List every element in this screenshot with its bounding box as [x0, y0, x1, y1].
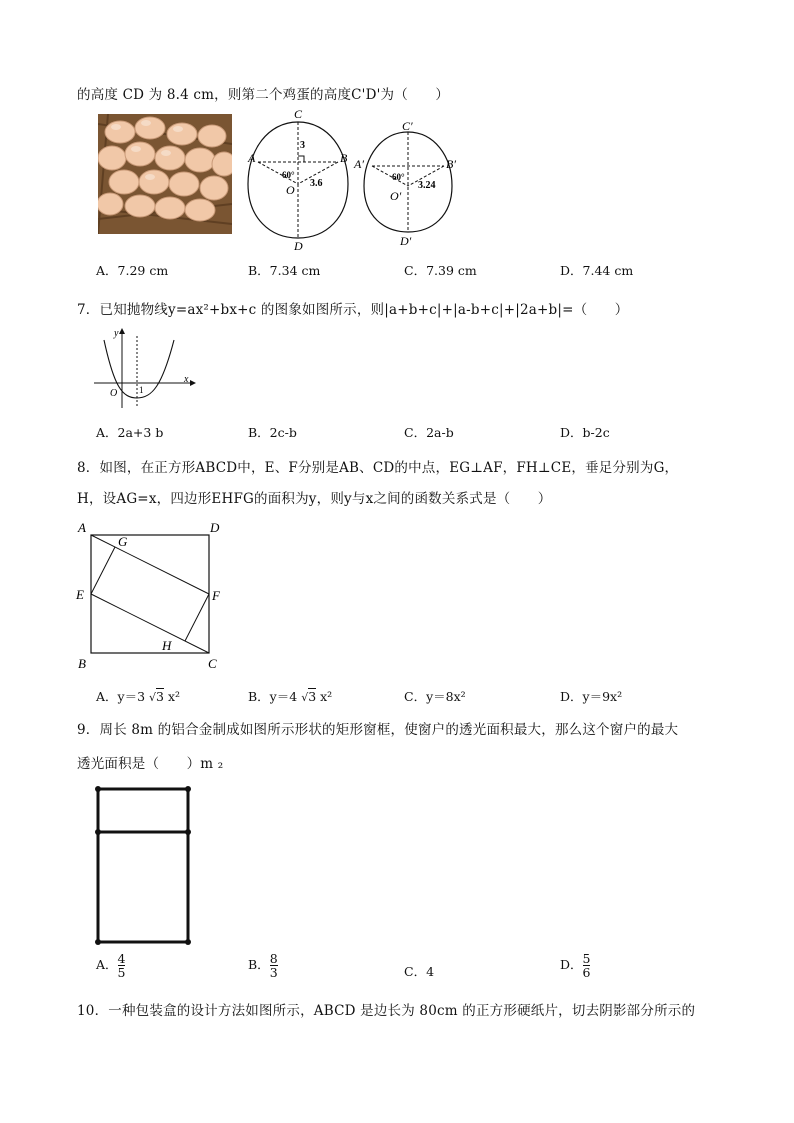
sqrt-sign: √ — [301, 691, 309, 704]
frame-joint — [185, 786, 191, 792]
fraction — [583, 952, 591, 979]
fraction — [270, 952, 278, 979]
q7-stem: 7．已知抛物线y=ax²+bx+c 的图象如图所示，则|a+b+c|+|a-b+c|+|2a+b|=（ ） — [77, 302, 629, 318]
numerator: 5 — [582, 951, 591, 966]
label-c-prime: C′ — [402, 119, 413, 133]
q8-option-c[interactable]: C．y＝8x² — [404, 689, 466, 704]
option-a-label: A． — [96, 957, 118, 973]
denominator: 3 — [269, 965, 278, 981]
square-abcd — [91, 535, 209, 653]
denominator: 6 — [582, 965, 591, 981]
label-radius: 3.6 — [310, 178, 323, 189]
label-c: C — [208, 656, 217, 671]
label-origin: O — [110, 388, 118, 399]
square-diagram — [74, 518, 230, 672]
sqrt-sign: √ — [149, 691, 157, 704]
frame-joint — [95, 939, 101, 945]
line-eg — [91, 547, 115, 594]
label-height: 3 — [300, 140, 305, 151]
y-axis-arrow — [119, 328, 125, 334]
label-o: O — [286, 183, 295, 197]
eggs-photo — [98, 114, 232, 234]
option-a-text: A．y＝3 — [96, 689, 150, 704]
window-frame-diagram — [90, 782, 200, 948]
q8-option-d[interactable]: D．y＝9x² — [560, 689, 623, 704]
q7-option-c[interactable]: C．2a-b — [404, 425, 454, 440]
q9-option-d[interactable] — [560, 952, 590, 979]
option-b-post: x² — [316, 689, 333, 704]
line-af — [91, 535, 209, 594]
option-b-text: B．y＝4 — [248, 689, 302, 704]
q9-option-c[interactable]: C．4 — [404, 964, 435, 979]
q7-option-b[interactable]: B．2c-b — [248, 425, 297, 440]
q8-stem-line2: H，设AG=x，四边形EHFG的面积为y，则y与x之间的函数关系式是（ ） — [77, 491, 552, 507]
label-d: D — [294, 239, 303, 252]
option-a-radicand: 3 — [156, 689, 164, 704]
q6-option-a[interactable]: A．7.29 cm — [96, 263, 169, 278]
numerator: 4 — [117, 951, 126, 966]
label-h: H — [162, 638, 172, 653]
label-f: F — [212, 588, 220, 603]
label-angle: 60° — [282, 170, 295, 180]
egg-diagram-1 — [240, 106, 360, 252]
q6-option-b[interactable]: B．7.34 cm — [248, 263, 321, 278]
label-y: y — [114, 328, 119, 339]
q7-option-a[interactable]: A．2a+3 b — [96, 425, 164, 440]
label-c: C — [294, 107, 303, 121]
label-g: G — [118, 534, 128, 549]
q7-option-d[interactable]: D．b-2c — [560, 425, 610, 440]
q9-stem-line2: 透光面积是（ ）m ₂ — [77, 756, 224, 772]
q6-option-d[interactable]: D．7.44 cm — [560, 263, 634, 278]
denominator: 5 — [117, 965, 126, 981]
label-b-prime: B′ — [446, 157, 456, 171]
line-ec — [91, 594, 209, 653]
frame-joint — [185, 939, 191, 945]
parabola-graph — [92, 326, 196, 410]
label-d-prime: D′ — [400, 234, 412, 248]
label-a: A — [248, 151, 256, 165]
q6-option-c[interactable]: C．7.39 cm — [404, 263, 477, 278]
option-d-label: D． — [560, 957, 583, 973]
q6-intro: 的高度 CD 为 8.4 cm，则第二个鸡蛋的高度C'D'为（ ） — [77, 87, 450, 103]
q9-stem-line1: 9．周长 8m 的铝合金制成如图所示形状的矩形窗框，使窗户的透光面积最大，那么这个窗户的最大 — [77, 722, 679, 738]
q8-option-b[interactable] — [248, 687, 332, 705]
line-fh — [185, 594, 209, 641]
label-radius: 3.24 — [418, 180, 436, 191]
q10-stem: 10．一种包装盒的设计方法如图所示，ABCD 是边长为 80cm 的正方形硬纸片，切去阴影部分所示的 — [77, 1003, 696, 1019]
q9-option-a[interactable] — [96, 952, 125, 979]
eggs-basket-image — [98, 114, 232, 234]
frame-joint — [95, 829, 101, 835]
frame-joint — [95, 786, 101, 792]
numerator: 8 — [269, 951, 278, 966]
egg-diagram-2 — [352, 118, 464, 250]
q8-stem-line1: 8．如图，在正方形ABCD中，E、F分别是AB、CD的中点，EG⊥AF，FH⊥CE，垂足分别为G， — [77, 460, 679, 476]
fraction — [118, 952, 126, 979]
right-angle-mark — [298, 156, 304, 162]
option-b-radicand: 3 — [308, 689, 317, 704]
label-a: A — [78, 520, 86, 535]
label-b: B — [340, 151, 348, 165]
option-b-label: B． — [248, 957, 270, 973]
label-d: D — [210, 520, 220, 535]
label-e: E — [76, 587, 84, 602]
q9-option-b[interactable] — [248, 952, 278, 979]
window-outer-frame — [98, 789, 188, 942]
label-angle: 60° — [392, 172, 405, 182]
label-one: 1 — [139, 385, 144, 395]
q8-option-a[interactable] — [96, 687, 180, 705]
label-b: B — [78, 656, 86, 671]
label-x: x — [184, 374, 189, 385]
label-o-prime: O′ — [390, 189, 402, 203]
x-axis-arrow — [190, 380, 196, 386]
option-a-post: x² — [163, 689, 181, 704]
label-a-prime: A′ — [354, 157, 364, 171]
frame-joint — [185, 829, 191, 835]
